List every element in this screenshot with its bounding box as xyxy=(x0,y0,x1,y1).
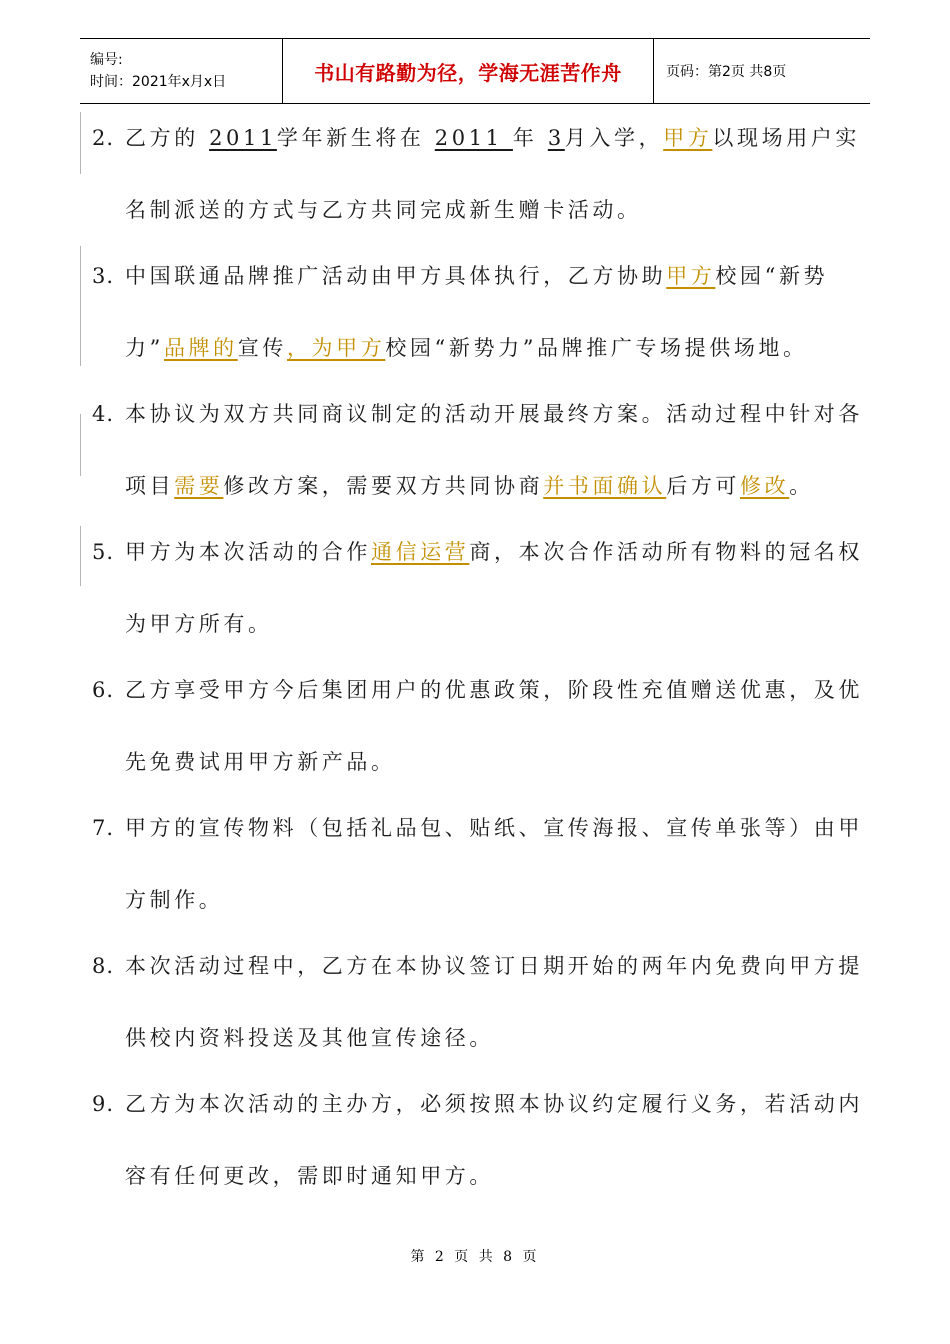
clause-line-first xyxy=(125,670,863,710)
clause-line-second xyxy=(125,604,860,644)
clause-text: 月入学， xyxy=(564,126,664,150)
header-meta xyxy=(80,39,283,103)
underlined-blank: 3 xyxy=(547,126,565,150)
clause-text: 名制派送的方式与乙方共同完成新生赠卡活动。 xyxy=(125,198,642,222)
clause-text: 甲方的宣传物料（包括礼品包、贴纸、宣传海报、宣传单张等）由甲 xyxy=(125,816,863,840)
clause-text: 供校内资料投送及其他宣传途径。 xyxy=(125,1026,494,1050)
clause-text: 容有任何更改，需即时通知甲方。 xyxy=(125,1164,494,1188)
clause-line-second xyxy=(125,1156,860,1196)
footer-prefix: 第 xyxy=(410,1249,428,1265)
clause-line-first xyxy=(125,946,863,986)
clause-line-first xyxy=(125,1084,863,1124)
tracked-insertion: ，为甲方 xyxy=(286,336,386,360)
change-bar xyxy=(80,112,81,174)
clause-line-second xyxy=(125,742,860,782)
clause-line-second xyxy=(125,1018,860,1058)
clause-number: 4. xyxy=(92,402,115,426)
header-page-label: 页码：第2页 共8页 xyxy=(666,64,787,80)
clause-number: 6. xyxy=(92,678,115,702)
clause-number: 5. xyxy=(92,540,115,564)
tracked-insertion: 甲方 xyxy=(666,264,716,288)
clause-line-first xyxy=(125,118,860,158)
clause-text: 学年新生将在 xyxy=(276,126,435,150)
clause-line-second xyxy=(125,880,860,920)
clause-line-second xyxy=(125,328,860,368)
clause-text: 力” xyxy=(125,336,164,360)
tracked-insertion: 并书面确认 xyxy=(543,474,667,498)
clause-number: 2. xyxy=(92,126,115,150)
clause-number: 9. xyxy=(92,1092,115,1116)
change-bar xyxy=(80,246,81,366)
underlined-blank: 2011 xyxy=(434,126,513,150)
footer-middle: 页 共 xyxy=(454,1249,496,1265)
clause-text: 。 xyxy=(789,474,814,498)
clause-text: 年 xyxy=(512,126,548,150)
clause-text: 乙方享受甲方今后集团用户的优惠政策，阶段性充值赠送优惠，及优 xyxy=(125,678,863,702)
clause-text: 项目 xyxy=(125,474,175,498)
tracked-insertion: 需要 xyxy=(174,474,224,498)
footer-suffix: 页 xyxy=(522,1249,540,1265)
clause-text: 宣传 xyxy=(237,336,287,360)
tracked-insertion: 通信运营 xyxy=(371,540,470,564)
clause-text: 校园“新势 xyxy=(715,264,829,288)
doc-number-label: 编号: xyxy=(90,52,123,68)
clause-number: 7. xyxy=(92,816,115,840)
clause-number: 3. xyxy=(92,264,115,288)
tracked-insertion: 修改 xyxy=(740,474,790,498)
clause-text: 本次活动过程中，乙方在本协议签订日期开始的两年内免费向甲方提 xyxy=(125,954,863,978)
clause-text: 为甲方所有。 xyxy=(125,612,273,636)
clause-line-second xyxy=(125,466,860,506)
tracked-insertion: 甲方 xyxy=(663,126,713,150)
footer-total-pages: 8 xyxy=(503,1249,516,1265)
clause-line-first xyxy=(125,256,860,296)
clause-text: 甲方为本次活动的合作 xyxy=(125,540,371,564)
change-bar xyxy=(80,414,81,476)
footer-page-number: 2 xyxy=(434,1249,447,1265)
clause-text: 方制作。 xyxy=(125,888,224,912)
clause-line-first xyxy=(125,394,863,434)
change-bar xyxy=(80,526,81,586)
clause-text: 本协议为双方共同商议制定的活动开展最终方案。活动过程中针对各 xyxy=(125,402,863,426)
clause-text: 乙方的 xyxy=(125,126,210,150)
clause-text: 乙方为本次活动的主办方，必须按照本协议约定履行义务，若活动内 xyxy=(125,1092,863,1116)
clause-text: 中国联通品牌推广活动由甲方具体执行，乙方协助 xyxy=(125,264,667,288)
clause-line-second xyxy=(125,190,860,230)
clause-text: 后方可 xyxy=(666,474,741,498)
clause-text: 修改方案，需要双方共同协商 xyxy=(223,474,544,498)
clause-number: 8. xyxy=(92,954,115,978)
header-table xyxy=(80,38,870,104)
clause-text: 校园“新势力”品牌推广专场提供场地。 xyxy=(385,336,808,360)
clause-text: 以现场用户实 xyxy=(712,126,860,150)
clause-line-first xyxy=(125,532,864,572)
clause-text: 先免费试用甲方新产品。 xyxy=(125,750,396,774)
clause-line-first xyxy=(125,808,863,848)
doc-time-label: 时间：2021年x月x日 xyxy=(90,74,227,90)
clause-text: 商，本次合作活动所有物料的冠名权 xyxy=(469,540,864,564)
tracked-insertion: 品牌的 xyxy=(163,336,238,360)
underlined-blank: 2011 xyxy=(209,126,277,150)
page-footer xyxy=(0,1246,950,1266)
header-motto: 书山有路勤为径，学海无涯苦作舟 xyxy=(283,39,654,103)
